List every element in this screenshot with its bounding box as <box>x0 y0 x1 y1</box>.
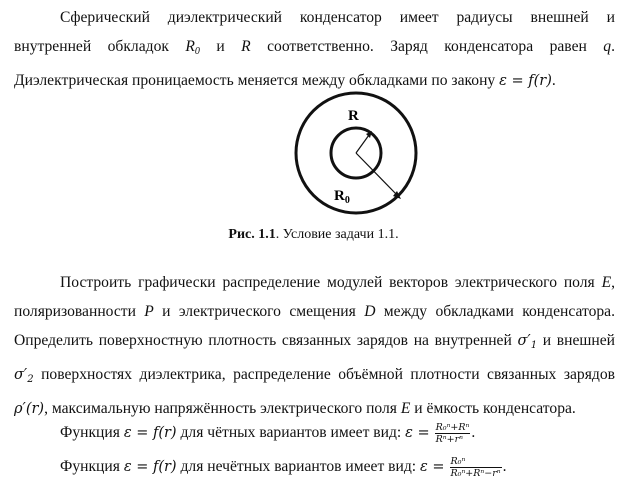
p1-line-2: внутренней обкладок $R_0$ и R соответственно. Заряд конденсатора равен q. <box>14 38 615 57</box>
capacitor-figure <box>290 90 422 220</box>
radius-arrow-outer <box>356 153 398 196</box>
label-R: R <box>348 108 359 124</box>
sigma2-symbol: $\sigma'_2$ <box>14 367 34 385</box>
p1-line-1: Сферический диэлектрический конденсатор имеет радиусы внешней и <box>60 9 615 26</box>
radius-arrow-inner <box>356 135 369 153</box>
sigma1-symbol: $\sigma'_1$ <box>517 333 538 351</box>
symbol-q: q <box>603 38 612 55</box>
fraction-even: $\frac{\text{R₀ⁿ+Rⁿ}}{\text{Rⁿ+rⁿ}}$ <box>435 421 470 445</box>
p2-line-2: поляризованности P и электрического смещения D между обкладками конденсатора. <box>14 303 616 320</box>
symbol-R0: $R_0$ <box>185 38 200 57</box>
p2-line-5: ρ′(r), максимальную напряжённость электрического поля E и ёмкость конденсатора. <box>14 400 576 417</box>
problem-paragraph-2 <box>14 268 615 424</box>
problem-paragraph-1 <box>14 3 615 96</box>
rho-symbol: ρ′(r) <box>14 401 45 417</box>
p2-line-4: $\sigma'_2$ поверхностях диэлектрика, распределение объёмной плотности связанных зарядов <box>14 366 615 385</box>
label-R0: $R_0$ <box>334 188 350 206</box>
formula-odd: Функция ε = f(r) для нечётных вариантов имеет вид: ε = $\frac{\text{R₀ⁿ}}{\text{R₀ⁿ+Rⁿ−rⁿ}}$ . <box>60 455 507 479</box>
p1-line-3: Диэлектрическая проницаемость меняется между обкладками по закону ε = f(r). <box>14 72 556 89</box>
p2-line-3: Определить поверхностную плотность связанных зарядов на внутренней $\sigma'_1$ и внешней <box>14 332 616 351</box>
formula-even: Функция ε = f(r) для чётных вариантов имеет вид: ε = $\frac{\text{R₀ⁿ+Rⁿ}}{\text{Rⁿ+rⁿ}}$ . <box>60 421 476 445</box>
p2-line-1: Построить графически распределение модулей векторов электрического поля E, <box>60 274 615 291</box>
figure-caption: Рис. 1.1. Условие задачи 1.1. <box>228 227 399 242</box>
fraction-odd: $\frac{\text{R₀ⁿ}}{\text{R₀ⁿ+Rⁿ−rⁿ}}$ <box>450 455 501 479</box>
symbol-R: R <box>241 38 251 55</box>
law-formula: ε = f(r) <box>499 73 552 89</box>
